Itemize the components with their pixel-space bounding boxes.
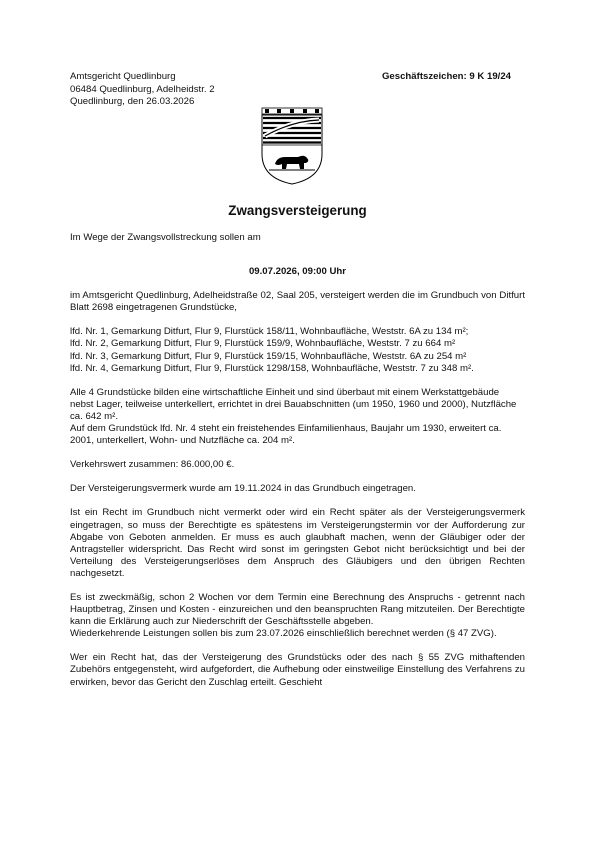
file-number: Geschäftszeichen: 9 K 19/24 xyxy=(381,71,511,82)
recurring-payments-paragraph: Wiederkehrende Leistungen sollen bis zum 23.07.2026 einschließlich berechnet werden (§ 47 ZVG). xyxy=(70,628,497,640)
court-address-block xyxy=(70,71,215,109)
document-title: Zwangsversteigerung xyxy=(228,203,367,218)
claim-calculation-paragraph: Es ist zweckmäßig, schon 2 Wochen vor dem Termin eine Berechnung des Anspruchs - getrennt nach Hauptbetrag, Zinsen und Kosten - einzureichen und den beanspruchten Rang mitzuteilen. Der Berechtigte kann die Erklärung auch zur Niederschrift der Geschäftsstelle abgeben. xyxy=(70,591,525,628)
document-body xyxy=(70,232,525,701)
description-buildings: Alle 4 Grundstücke bilden eine wirtschaftliche Einheit und sind überbaut mit einem Werkstattgebäude nebst Lager, teilweise unterkellert, errichtet in drei Bauabschnitten (um 1950, 1960 und 2000), Nutzfläche ca. 642 m². xyxy=(70,386,517,422)
market-value: Verkehrswert zusammen: 86.000,00 €. xyxy=(70,459,235,471)
place-date: Quedlinburg, den 26.03.2026 xyxy=(70,96,195,107)
rights-paragraph: Ist ein Recht im Grundbuch nicht vermerkt oder wird ein Recht später als der Versteigerungsvermerk eingetragen, so muss der Berechtigte es spätestens im Versteigerungstermin vor der Aufforderung zur Abgabe von Geboten anmelden. Er muss es auch glaubhaft machen, wenn der Gläubiger oder der Antragsteller widerspricht. Das Recht wird sonst im geringsten Gebot nicht berücksichtigt und bei der Verteilung des Versteigerungserlöses dem Anspruch des Gläubigers und den übrigen Rechten nachgesetzt. xyxy=(70,507,525,579)
location-text: im Amtsgericht Quedlinburg, Adelheidstraße 02, Saal 205, versteigert werden die im Grundbuch von Ditfurt Blatt 2698 eingetragenen Grundstücke, xyxy=(70,290,525,314)
opposing-rights-paragraph: Wer ein Recht hat, das der Versteigerung des Grundstücks oder des nach § 55 ZVG mithaftenden Zubehörs entgegensteht, wird aufgefordert, die Aufhebung oder einstweilige Einstellung des Verfahrens zu erwirken, bevor das Gericht den Zuschlag erteilt. Geschieht xyxy=(70,652,525,688)
intro-text: Im Wege der Zwangsvollstreckung sollen am xyxy=(70,232,261,243)
court-address: 06484 Quedlinburg, Adelheidstr. 2 xyxy=(70,83,215,95)
parcel-item: lfd. Nr. 2, Gemarkung Ditfurt, Flur 9, Flurstück 159/9, Wohnbaufläche, Weststr. 7 zu 664 m² xyxy=(70,338,456,350)
parcel-list xyxy=(70,326,525,374)
coat-of-arms-icon xyxy=(257,106,327,186)
registration-note: Der Versteigerungsvermerk wurde am 19.11.2024 in das Grundbuch eingetragen. xyxy=(70,483,416,495)
parcel-item: lfd. Nr. 3, Gemarkung Ditfurt, Flur 9, Flurstück 159/15, Wohnbaufläche, Weststr. 6A zu 254 m² xyxy=(70,350,467,362)
parcel-item: lfd. Nr. 1, Gemarkung Ditfurt, Flur 9, Flurstück 158/11, Wohnbaufläche, Weststr. 6A zu 134 m²; xyxy=(70,326,469,338)
auction-date: 09.07.2026, 09:00 Uhr xyxy=(248,266,347,278)
court-name: Amtsgericht Quedlinburg xyxy=(70,71,176,82)
parcel-item: lfd. Nr. 4, Gemarkung Ditfurt, Flur 9, Flurstück 1298/158, Wohnbaufläche, Weststr. 7 zu 348 m². xyxy=(70,362,474,374)
description-house: Auf dem Grundstück lfd. Nr. 4 steht ein freistehendes Einfamilienhaus, Baujahr um 1930, erweitert ca. 2001, unterkellert, Wohn- und Nutzfläche ca. 204 m². xyxy=(70,423,502,447)
